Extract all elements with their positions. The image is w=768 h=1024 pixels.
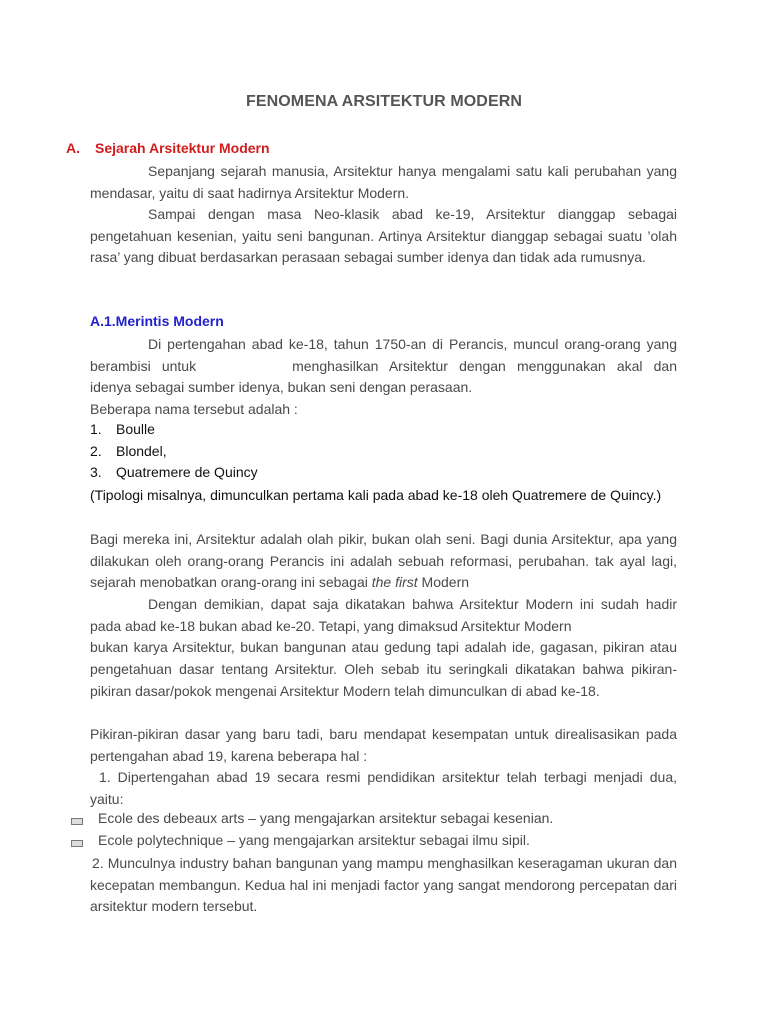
paragraph-5-text-b: bukan karya Arsitektur, bukan bangunan atau gedung tapi adalah ide, gagasan, pikiran atau pengetahuan dasar tentang Arsitektur. Oleh sebab itu seringkali dikatakan bahwa pikiran-pikiran dasar/pokok mengenai Arsitektur Modern telah dimunculkan di abad ke-18. (90, 639, 677, 699)
list-text: Boulle (116, 421, 155, 437)
point-2-text: 2. Munculnya industry bahan bangunan yang mampu menghasilkan keseragaman ukuran dan kecepatan membangun. Kedua hal ini menjadi factor yang sangat mendorong percepatan dari arsitektur modern tersebut. (90, 855, 677, 915)
paragraph-2-text: Sampai dengan masa Neo-klasik abad ke-19, Arsitektur dianggap sebagai pengetahuan kesenian, yaitu seni bangunan. Artinya Arsitektur dianggap sebagai suatu ’olah rasa’ yang dibuat berdasarkan perasaan sebagai sumber idenya dan tidak ada rumusnya. (90, 206, 677, 266)
tipologi-note: (Tipologi misalnya, dimunculkan pertama kali pada abad ke-18 oleh Quatremere de Quincy.) (90, 487, 662, 503)
list-item (90, 464, 258, 480)
paragraph-4 (90, 529, 677, 594)
list-number: 1. (90, 421, 102, 437)
list-number: 2. (90, 443, 102, 459)
paragraph-6: Pikiran-pikiran dasar yang baru tadi, baru mendapat kesempatan untuk direalisasikan pada pertengahan abad 19, karena beberapa hal : (90, 726, 677, 764)
point-1-text: 1. Dipertengahan abad 19 secara resmi pendidikan arsitektur telah terbagi menjadi dua, yaitu: (90, 769, 677, 807)
paragraph-4-emphasis: the first (371, 574, 418, 591)
paragraph-5 (90, 594, 677, 703)
bullet-item: Ecole polytechnique – yang mengajarkan arsitektur sebagai ilmu sipil. (98, 832, 530, 848)
point-1 (90, 767, 677, 810)
paragraph-4-text-b: Modern (421, 574, 470, 591)
section-a-title: Sejarah Arsitektur Modern (95, 140, 270, 156)
section-a-heading (66, 140, 270, 156)
paragraph-5-text-a: Dengan demikian, dapat saja dikatakan bahwa Arsitektur Modern ini sudah hadir pada abad ke-18 bukan abad ke-20. Tetapi, yang dimaksud Arsitektur Modern (90, 596, 677, 634)
names-intro: Beberapa nama tersebut adalah : (90, 401, 298, 417)
paragraph-4-text-a: Bagi mereka ini, Arsitektur adalah olah pikir, bukan olah seni. Bagi dunia Arsitektur, apa yang dilakukan oleh orang-orang Perancis ini adalah sebuah reformasi, perubahan. tak ayal lagi, sejarah menobatkan orang-orang ini sebagai (90, 531, 677, 591)
list-number: 3. (90, 464, 102, 480)
list-text: Blondel, (116, 443, 167, 459)
paragraph-3-text-a: Di pertengahan abad ke-18, tahun 1750-an di Perancis, muncul orang-orang yang berambisi untuk (90, 336, 677, 374)
bullet-item: Ecole des debeaux arts – yang mengajarkan arsitektur sebagai kesenian. (98, 810, 554, 826)
paragraph-3-text-b: menghasilkan Arsitektur dengan menggunakan akal dan idenya sebagai sumber idenya, bukan seni dengan perasaan. (90, 357, 677, 396)
list-item (90, 421, 155, 437)
paragraph-1 (90, 161, 677, 204)
paragraph-1-text: Sepanjang sejarah manusia, Arsitektur hanya mengalami satu kali perubahan yang mendasar, yaitu di saat hadirnya Arsitektur Modern. (90, 163, 677, 201)
paragraph-3 (90, 334, 677, 399)
point-2 (90, 853, 677, 918)
list-text: Quatremere de Quincy (116, 464, 258, 480)
subsection-heading: A.1.Merintis Modern (90, 313, 224, 329)
document-title: FENOMENA ARSITEKTUR MODERN (245, 93, 523, 110)
bullet-icon (71, 840, 83, 847)
bullet-icon (71, 818, 83, 825)
paragraph-2 (90, 204, 677, 269)
list-item (90, 443, 167, 459)
section-a-number: A. (66, 140, 80, 156)
